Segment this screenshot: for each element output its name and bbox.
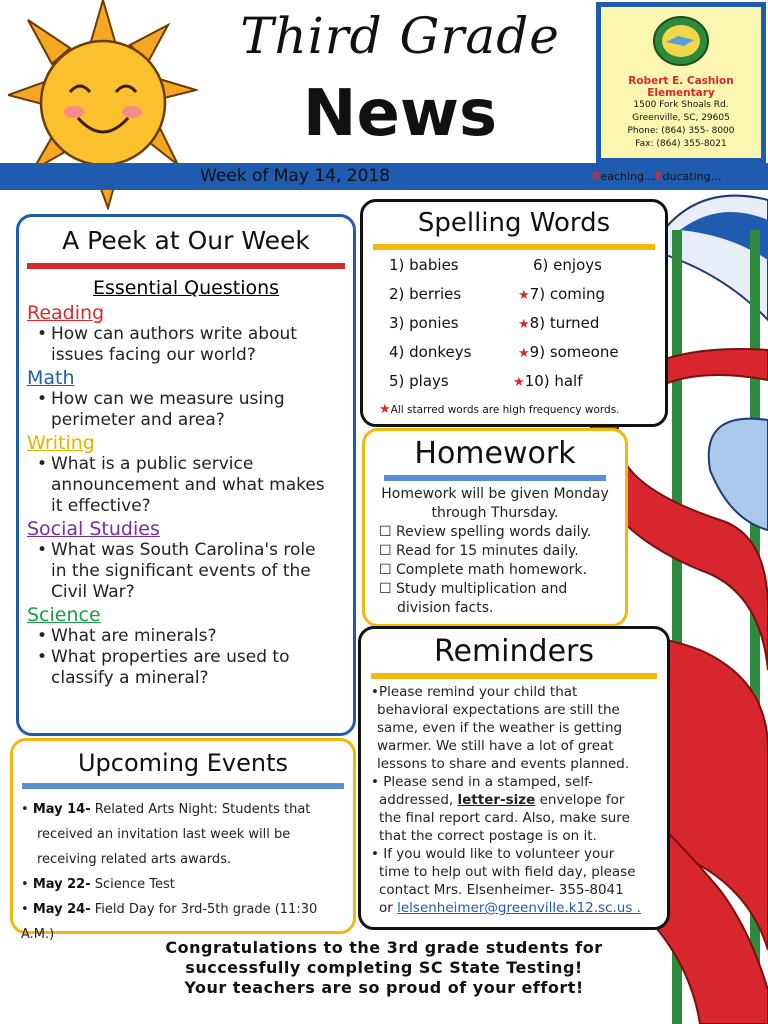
peek-title-underline [27, 263, 345, 269]
star-icon: ★ [518, 317, 530, 332]
spelling-word: ★9) someone [518, 343, 619, 361]
upcoming-events-panel [10, 738, 356, 942]
star-icon: ★ [518, 288, 530, 303]
spelling-word: 3) ponies [389, 314, 459, 332]
question-reading: • How can authors write about issues facing our world? [37, 324, 297, 365]
homework-checkbox-item: ☐ Complete math homework. [379, 562, 587, 578]
reminder-line: • Please send in a stamped, self- [371, 774, 594, 790]
spelling-word: 4) donkeys [389, 343, 472, 361]
reminder-line: time to help out with field day, please [379, 864, 636, 880]
school-address-line2: Greenville, SC, 29605 [632, 113, 730, 123]
reminder-line: or lelsenheimer@greenville.k12.sc.us . [379, 900, 641, 916]
reminder-line: addressed, letter-size envelope for [379, 792, 625, 808]
reminder-line: lessons to share and events planned. [377, 756, 630, 772]
peek-at-week-panel [16, 214, 356, 736]
school-address-line1: 1500 Fork Shoals Rd. [633, 100, 729, 110]
school-fax: Fax: (864) 355-8021 [635, 139, 727, 149]
email-link[interactable]: lelsenheimer@greenville.k12.sc.us . [397, 900, 641, 916]
event-item: • May 22- Science Test [21, 877, 175, 892]
checkbox-icon: ☐ [379, 524, 392, 540]
reminder-line: • If you would like to volunteer your [371, 846, 615, 862]
subject-social-studies: Social Studies [27, 518, 160, 540]
homework-checkbox-item: ☐ Study multiplication and [379, 581, 568, 597]
school-info-card [596, 2, 766, 163]
checkbox-icon: ☐ [379, 581, 392, 597]
question-math: • How can we measure using perimeter and area? [37, 389, 285, 430]
star-icon: ★ [518, 346, 530, 361]
reminder-line: same, even if the weather is getting [377, 720, 623, 736]
event-item: • May 24- Field Day for 3rd-5th grade (11:30 A.M.) [21, 902, 318, 942]
reminder-line: that the correct postage is on it. [379, 828, 597, 844]
events-title: Upcoming Events [77, 749, 289, 777]
spelling-title: Spelling Words [417, 208, 611, 238]
question-writing: • What is a public service announcement and what makes it effective? [37, 454, 325, 516]
spelling-title-underline [373, 244, 655, 250]
homework-checkbox-item: ☐ Read for 15 minutes daily. [379, 543, 579, 559]
spelling-word: ★8) turned [518, 314, 600, 332]
newsletter-title-line2: News [302, 77, 498, 151]
homework-title: Homework [414, 436, 576, 471]
newsletter-title-line1: Third Grade [240, 7, 560, 65]
homework-checkbox-item: ☐ Review spelling words daily. [379, 524, 592, 540]
subject-math: Math [27, 367, 75, 389]
school-name: Robert E. Cashion Elementary [628, 75, 734, 99]
spelling-words-panel [360, 199, 668, 427]
homework-panel [362, 428, 628, 627]
spelling-note: ★All starred words are high frequency words. [379, 402, 620, 417]
reminder-line: contact Mrs. Elsenheimer- 355-8041 [379, 882, 624, 898]
congratulations-message: Congratulations to the 3rd grade students for successfully completing SC State Testing! Your teachers are so proud of your effort! [165, 938, 603, 997]
week-of-label: Week of May 14, 2018 [200, 166, 391, 186]
spelling-word: ★7) coming [518, 285, 606, 303]
subject-reading: Reading [27, 302, 105, 324]
event-item-cont: received an invitation last week will be [37, 827, 291, 842]
school-motto: Reaching…Educating… [592, 170, 722, 183]
spelling-word: 2) berries [389, 285, 462, 303]
spelling-word: 6) enjoys [533, 256, 602, 274]
question-science-2: • What properties are used to classify a mineral? [37, 647, 290, 688]
essential-questions-heading: Essential Questions [92, 277, 280, 299]
event-item: • May 14- Related Arts Night: Students that [21, 802, 311, 817]
subject-writing: Writing [27, 432, 95, 454]
school-phone: Phone: (864) 355- 8000 [627, 126, 735, 136]
spelling-word: 5) plays [389, 372, 449, 390]
reminder-line: warmer. We still have a lot of great [377, 738, 614, 754]
checkbox-icon: ☐ [379, 543, 392, 559]
question-science-1: • What are minerals? [37, 626, 217, 646]
homework-item-cont: division facts. [397, 600, 494, 616]
reminder-line: •Please remind your child that [371, 684, 578, 700]
homework-intro: Homework will be given Monday through Thursday. [381, 486, 609, 521]
spelling-word: ★10) half [513, 372, 583, 390]
peek-title: A Peek at Our Week [62, 226, 310, 255]
checkbox-icon: ☐ [379, 562, 392, 578]
reminders-panel [358, 626, 670, 930]
question-social-studies: • What was South Carolina's role in the significant events of the Civil War? [37, 540, 316, 602]
reminder-line: the final report card. Also, make sure [379, 810, 630, 826]
reminder-line: behavioral expectations are still the [377, 702, 620, 718]
event-item-cont: receiving related arts awards. [37, 852, 232, 867]
homework-title-underline [384, 475, 606, 481]
star-icon: ★ [513, 375, 525, 390]
reminders-title: Reminders [434, 634, 594, 669]
star-icon: ★ [379, 402, 391, 417]
school-logo-icon [652, 15, 710, 67]
subject-science: Science [27, 604, 101, 626]
spelling-word: 1) babies [389, 256, 459, 274]
